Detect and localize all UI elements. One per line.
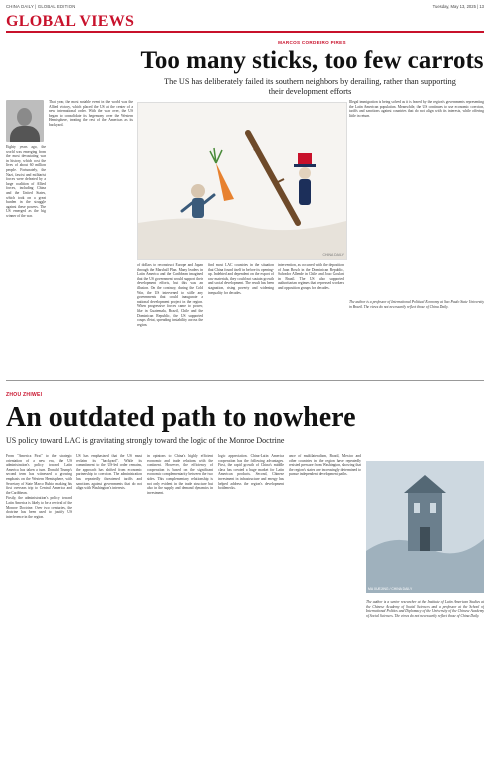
- article2-col3-text: in opinions to China's highly efficient economic and trade relations with the continent. However, the efficiency of cooperation is based on the significant economic complementarity between the two sides. This complementary relationship is not only evident in the trade structure but also in the supply and demand dynamics in investment.: [147, 454, 213, 495]
- article2-col3: [147, 454, 213, 772]
- article2-col1b-text: Firstly, the administration's policy toward Latin America is likely to be a revival of the Monroe Doctrine. Over two centuries, the doctrine has been used to justify US interference in the region.: [6, 496, 72, 519]
- article2-subhead: US policy toward LAC is gravitating strongly toward the logic of the Monroe Doctrine: [6, 436, 285, 445]
- article2-illustration: [366, 461, 484, 593]
- cartoon-drawing: [138, 103, 346, 259]
- article2-author-note: [366, 600, 484, 772]
- article1-col1b: [49, 100, 133, 375]
- article1-col4-text: intervention, as occurred with the deposition of Juan Bosch in the Dominican Republic, Salvador Allende in Chile and Joao Goulart in Brazil. The US also supported authoritarian regimes that repressed workers and opposition groups for decades.: [278, 263, 344, 290]
- article1-col2: [137, 263, 203, 375]
- masthead-bar: [6, 3, 484, 11]
- article2-col1: [6, 454, 72, 772]
- cartoon-credit: CHINA DAILY: [322, 253, 344, 257]
- edition-label: CHINA DAILY | GLOBAL EDITION: [6, 4, 76, 9]
- section-title: GLOBAL VIEWS: [6, 13, 135, 30]
- article2-col2: [76, 454, 142, 772]
- illustration-drawing: [366, 461, 484, 593]
- article2-col2-text: US has emphasized that the US must reclaim its "backyard". While its commitment to the US-led order remains, the approach has shifted from economic partnership to coercion. The administration has repeatedly threatened tariffs and sanctions against governments that do not align with Washington's interests.: [76, 454, 142, 491]
- article1-col3-text: find most LAC countries in the situation that China found itself in before its opening-up. Indebted and dependent on the export of raw materials, they could not sustain growth and social development. The result has been stagnation, rising poverty and widening inequality for decades.: [208, 263, 274, 295]
- date-page-label: Tuesday, May 13, 2025 | 13: [432, 4, 484, 9]
- section-divider: [6, 31, 484, 33]
- cartoon-illustration: [137, 102, 347, 260]
- section-header: [6, 11, 484, 31]
- article1-headline[interactable]: Too many sticks, too few carrots: [140, 47, 484, 74]
- article1-col4: [278, 263, 344, 375]
- article1-byline: MARCOS CORDEIRO PIRES: [278, 40, 346, 45]
- article-divider: [6, 380, 484, 381]
- article2-col5-text: ance of multilateralism, Brazil, Mexico and other countries in the region have repeatedly resisted pressure from Washington, showing that the region's states are increasingly determined to pursue independent development paths.: [289, 454, 361, 477]
- article1-col1: [6, 145, 46, 375]
- article1-author-note: [349, 300, 484, 375]
- article1-subhead: The US has deliberately failed its southern neighbors by derailing, rather than supporting their development efforts: [164, 77, 456, 96]
- article1-col5-text: Illegal immigration is being solved as it is feared by the region's governments representing the Latin American population. Meanwhile, the US continues to use economic coercion, tariffs and sanctions against countries that do not align with its interests, while offering little in return.: [349, 100, 484, 118]
- article1-col3: [208, 263, 274, 375]
- author-shoulders: [10, 126, 40, 142]
- author-face: [17, 108, 32, 126]
- illustration-caption: MA XUEJING / CHINA DAILY: [368, 587, 413, 591]
- article2-author-note-text: The author is a senior researcher at the Institute of Latin American Studies at the Chinese Academy of Social Sciences and a professor at the School of International Politics and Diplomacy of the University of the Chinese Academy of Social Sciences. The views do not necessarily reflect those of China Daily.: [366, 600, 484, 618]
- article2-byline: ZHOU ZHIWEI: [6, 392, 43, 398]
- article2-col1-text: From "America First" to the strategic orientation of a new era, the US administration's policy toward Latin America has taken a turn. Donald Trump's second term has witnessed a growing emphasis on the Western Hemisphere, with Secretary of State Marco Rubio making his first overseas trip to Central America and the Caribbean.: [6, 454, 72, 495]
- article1-col2-text: of dollars to reconstruct Europe and Japan through the Marshall Plan. Many leaders in Latin America and the Caribbean imagined that the US government would support their development efforts, but this was an illusion. On the contrary, during the Cold War, the US intervened to stifle any governments that could inaugurate a national development project in the region. When progressive forces came to power, like in Guatemala, Brazil, Chile and the Dominican Republic, the US supported coups d'etat, spreading instability across the region.: [137, 263, 203, 327]
- article2-headline[interactable]: An outdated path to nowhere: [6, 402, 356, 433]
- article1-col1b-text: That year, the most notable event in the world was the Allied victory, which placed the US at the center of a new international order. With the war over, the US began to consolidate its hegemony over the Western Hemisphere, treating the rest of the Americas as its backyard.: [49, 100, 133, 127]
- author-photo: [6, 100, 44, 142]
- article1-author-note-text: The author is a professor of International Political Economy at Sao Paulo State University in Brazil. The views do not necessarily reflect those of China Daily.: [349, 300, 484, 309]
- article2-col4-text: logic appreciation. China-Latin America cooperation has the following advantages. First, the rapid growth of China's middle class has created a huge market for Latin American products. Second, Chinese investment in infrastructure and energy has helped address the region's development bottlenecks.: [218, 454, 284, 491]
- article1-col5: [349, 100, 484, 290]
- article2-col5: [289, 454, 361, 772]
- article1-col1-text: Eighty years ago, the world was emerging from the most devastating war in history, which cost the lives of about 60 million people. Fortunately, the Nazi, fascist and militarist forces were defeated by a large coalition of Allied forces, including China and the United States, which took on a great burden in the struggle against these powers. The US emerged as the big winner of the war.: [6, 145, 46, 218]
- article2-col4: [218, 454, 284, 772]
